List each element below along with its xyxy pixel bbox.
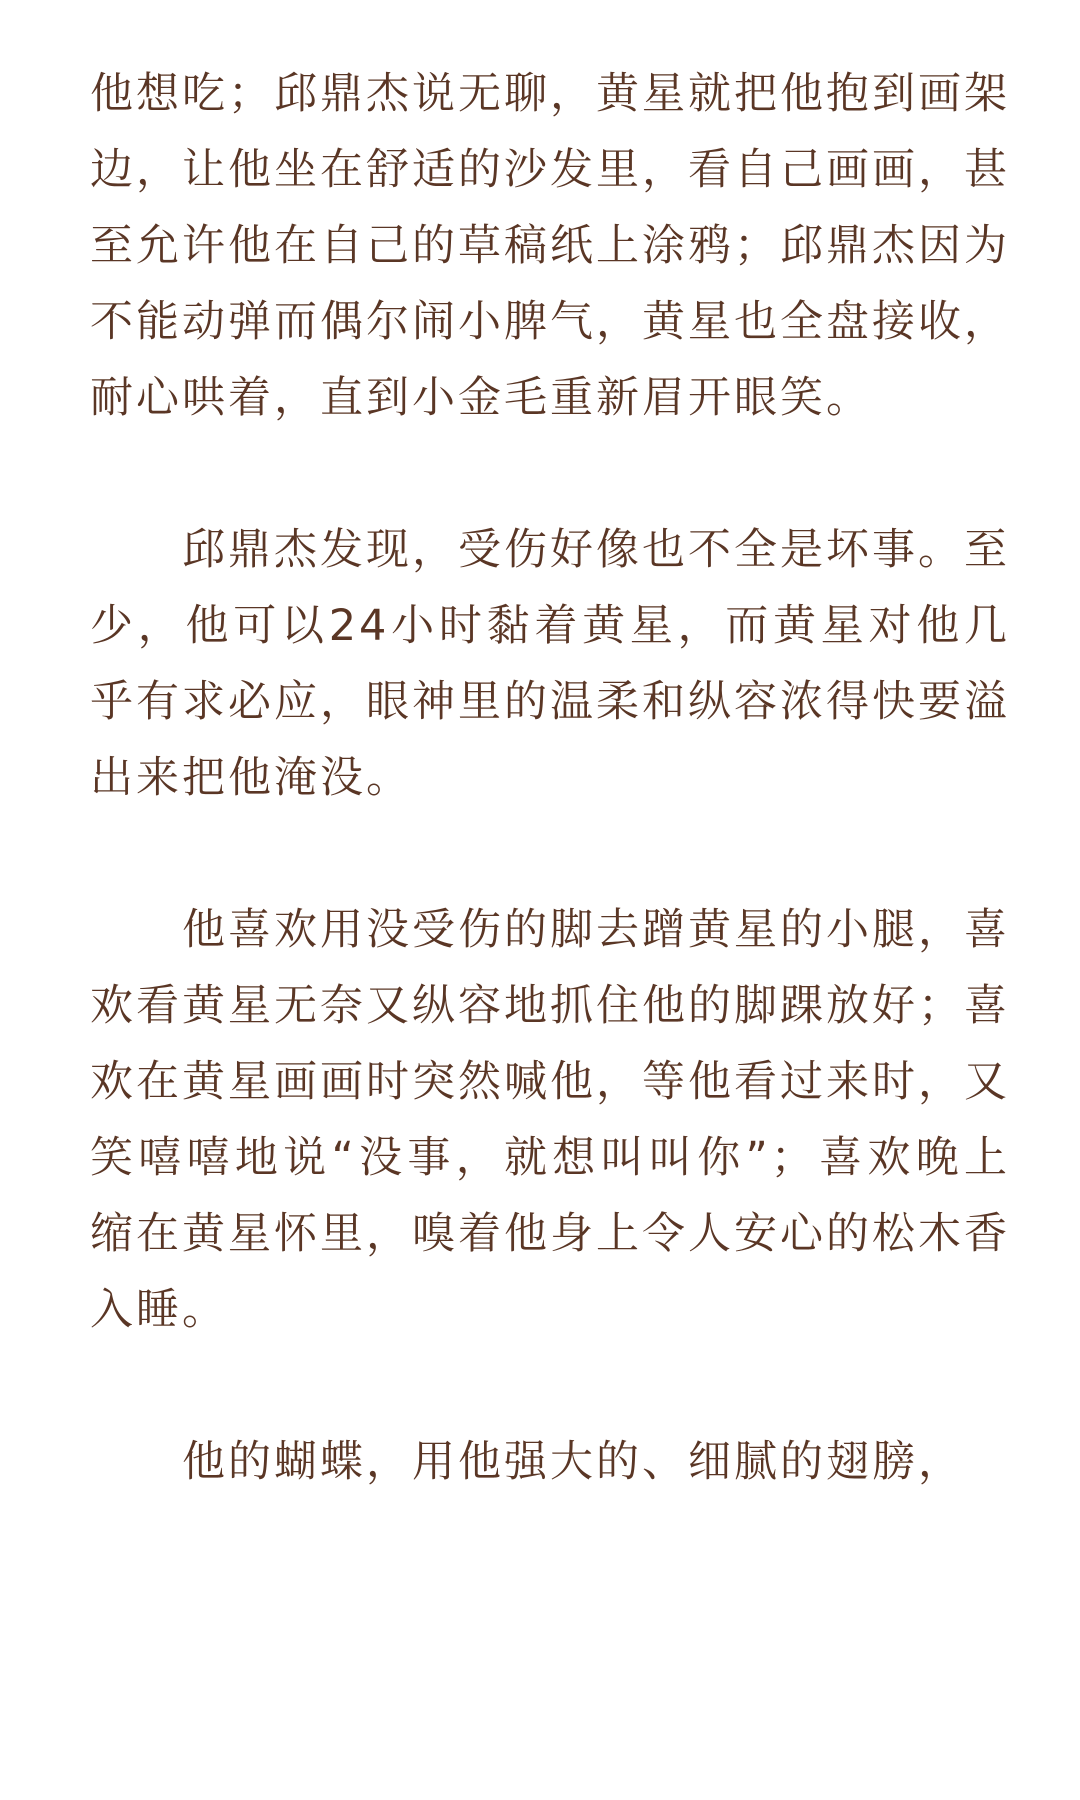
paragraph-3: 他喜欢用没受伤的脚去蹭黄星的小腿，喜欢看黄星无奈又纵容地抓住他的脚踝放好；喜欢在黄星画画时突然喊他，等他看过来时，又笑嘻嘻地说“没事，就想叫叫你”；喜欢晚上缩在黄星怀里，嗅着他身上令人安心的松木香入睡。 [90, 905, 1010, 1335]
article-body [90, 56, 1010, 1576]
paragraph-4: 他的蝴蝶，用他强大的、细腻的翅膀， [182, 1437, 964, 1487]
paragraph-1: 他想吃；邱鼎杰说无聊，黄星就把他抱到画架边，让他坐在舒适的沙发里，看自己画画，甚至允许他在自己的草稿纸上涂鸦；邱鼎杰因为不能动弹而偶尔闹小脾气，黄星也全盘接收，耐心哄着，直到小金毛重新眉开眼笑。 [90, 69, 1010, 423]
paragraph-2: 邱鼎杰发现，受伤好像也不全是坏事。至少，他可以24小时黏着黄星，而黄星对他几乎有求必应，眼神里的温柔和纵容浓得快要溢出来把他淹没。 [90, 525, 1010, 803]
